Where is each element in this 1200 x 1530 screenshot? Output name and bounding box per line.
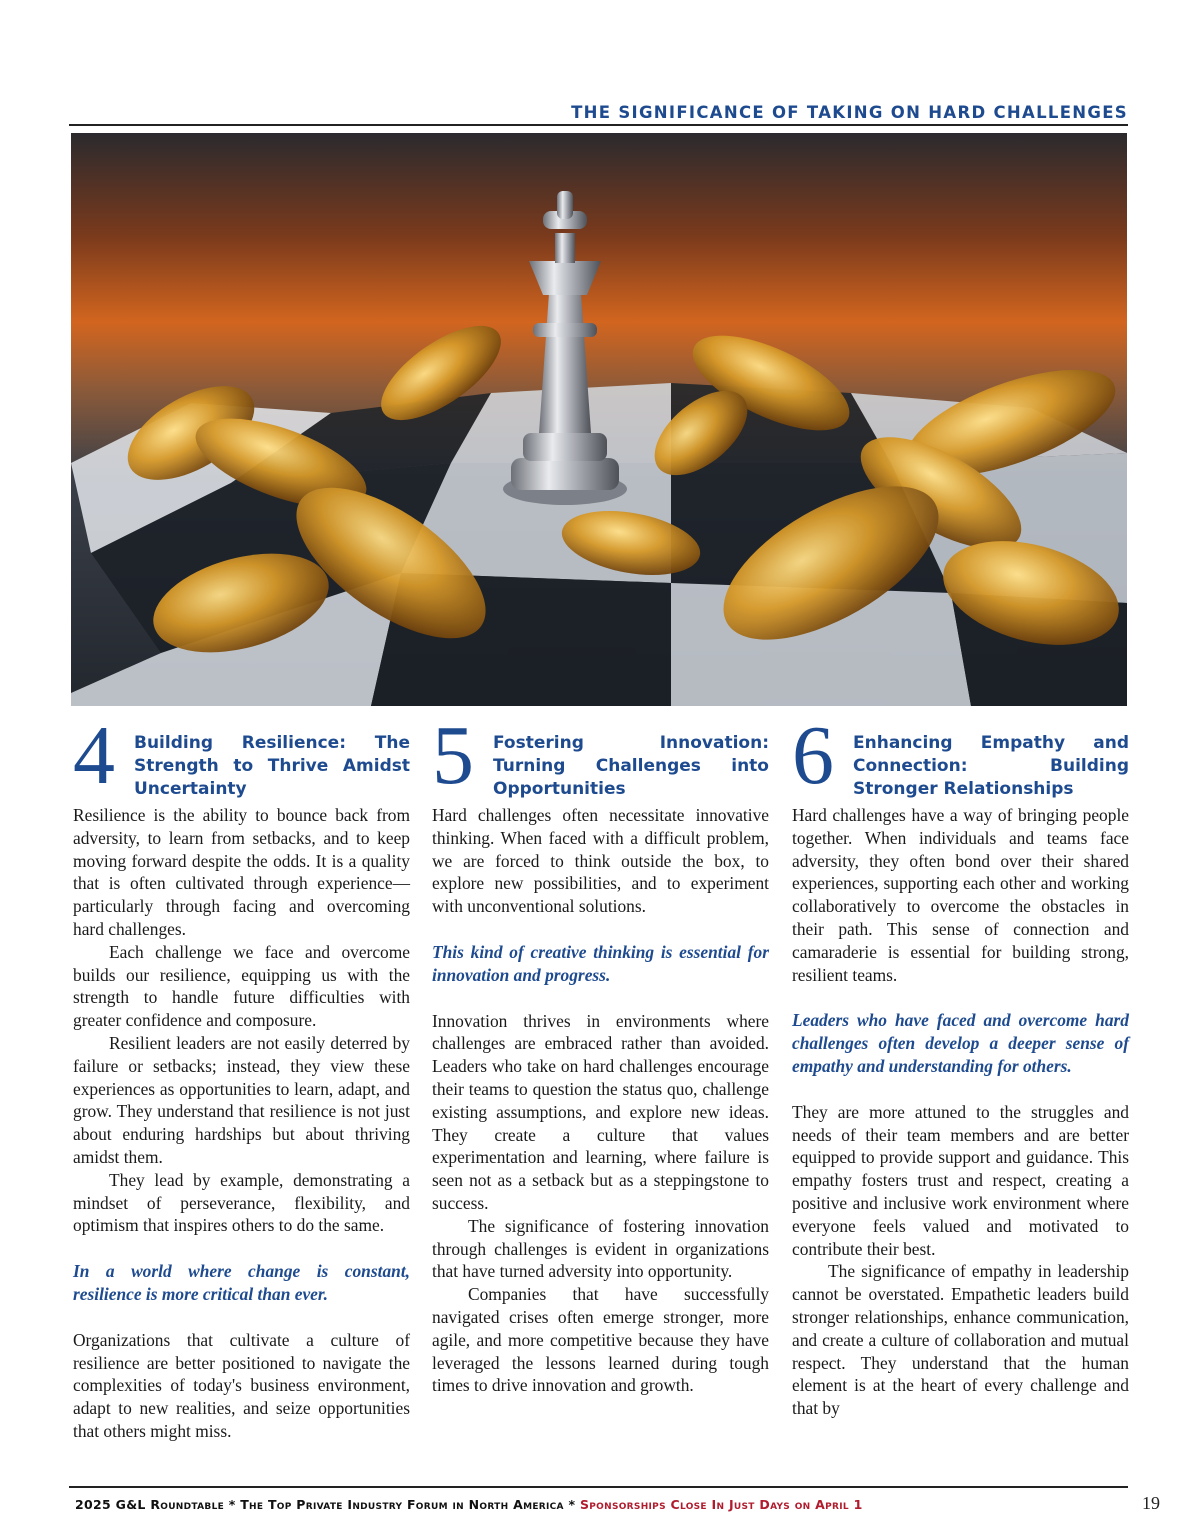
footer-highlight: Sponsorships Close In Just Days on April 1: [579, 1497, 863, 1512]
section-4: [73, 709, 410, 1443]
section-number: 5: [432, 709, 474, 802]
section-5-heading: [432, 709, 769, 802]
pull-quote: In a world where change is constant, resilience is more critical than ever.: [73, 1261, 410, 1304]
section-6: [792, 709, 1129, 1420]
section-heading: Enhancing Empathy and Connection: Building Stronger Relationships: [853, 733, 1129, 799]
paragraph: Resilience is the ability to bounce back from adversity, to learn from setbacks, and to keep moving forward despite the odds. It is a quality that is often cultivated through experience—particularly through facing and overcoming hard challenges.: [73, 805, 410, 939]
pull-quote: This kind of creative thinking is essential for innovation and progress.: [432, 941, 769, 985]
section-heading: Building Resilience: The Strength to Thrive Amidst Uncertainty: [134, 733, 410, 799]
paragraph: Resilient leaders are not easily deterred by failure or setbacks; instead, they view these experiences as opportunities to learn, adapt, and grow. They understand that resilience is not just about enduring hardships but about thriving amidst them.: [73, 1032, 410, 1167]
paragraph: Companies that have successfully navigated crises often emerge stronger, more agile, and more competitive because they have leveraged the lessons learned during tough times to drive innovation and growth.: [432, 1284, 769, 1396]
paragraph: Organizations that cultivate a culture of resilience are better positioned to navigate the complexities of today's business environment, adapt to new realities, and seize opportunities that others might miss.: [73, 1329, 410, 1441]
footer-text: 2025 G&L Roundtable * The Top Private Industry Forum in North America *: [75, 1497, 580, 1512]
hero-image: [71, 133, 1127, 706]
paragraph: The significance of fostering innovation through challenges is evident in organizations that have turned adversity into opportunity.: [432, 1215, 769, 1282]
section-6-heading: [792, 709, 1129, 802]
paragraph: The significance of empathy in leadership cannot be overstated. Empathetic leaders build stronger relationships, enhance communication, and create a culture of collaboration and mutual respect. They understand that the human element is at the heart of every challenge and that by: [792, 1261, 1129, 1419]
section-heading: Fostering Innovation: Turning Challenges into Opportunities: [493, 733, 769, 799]
paragraph: They are more attuned to the struggles and needs of their team members and are better equipped to provide support and guidance. This empathy fosters trust and respect, creating a positive and inclusive work environment where everyone feels valued and motivated to contribute their best.: [792, 1101, 1129, 1259]
page-number: 19: [1142, 1493, 1160, 1513]
paragraph: Innovation thrives in environments where challenges are embraced rather than avoided. Leaders who take on hard challenges encourage their teams to question the status quo, challenge existing assumptions, and explore new ideas. They create a culture that values experimentation and learning, where failure is seen not as a setback but as a steppingstone to success.: [432, 1010, 769, 1213]
pull-quote: Leaders who have faced and overcome hard challenges often develop a deeper sense of empathy and understanding for others.: [792, 1010, 1129, 1076]
section-number: 6: [792, 709, 834, 802]
paragraph: Hard challenges often necessitate innovative thinking. When faced with a difficult problem, we are forced to think outside the box, to explore new possibilities, and to experiment with unconventional solutions.: [432, 805, 769, 917]
paragraph: Hard challenges have a way of bringing people together. When individuals and teams face adversity, they often bond over their shared experiences, supporting each other and working collaboratively to overcome the obstacles in their path. This sense of connection and camaraderie is essential for building strong, resilient teams.: [792, 805, 1129, 985]
paragraph: They lead by example, demonstrating a mindset of perseverance, flexibility, and optimism that inspires others to do the same.: [73, 1169, 410, 1236]
paragraph: Each challenge we face and overcome builds our resilience, equipping us with the strength to handle future difficulties with greater confidence and composure.: [73, 941, 410, 1031]
section-number: 4: [73, 709, 115, 802]
header-divider: [69, 124, 1128, 126]
section-5: [432, 709, 769, 1397]
footer: [75, 1497, 863, 1512]
footer-divider: [69, 1486, 1128, 1488]
section-4-heading: [73, 709, 410, 802]
section-title: THE SIGNIFICANCE OF TAKING ON HARD CHALLENGES: [571, 103, 1128, 122]
